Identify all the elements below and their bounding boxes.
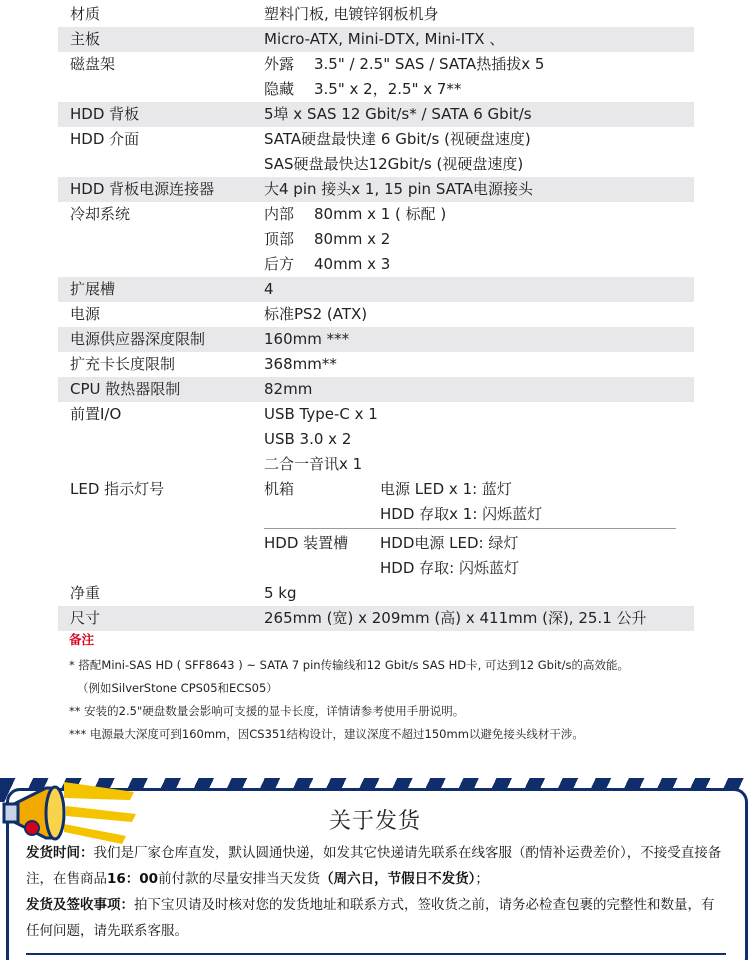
holiday-note: （周六日，节假日不发货） xyxy=(320,871,476,887)
spec-sub-value: 3.5" / 2.5" SAS / SATA热插拔x 5 xyxy=(314,55,545,73)
spec-value xyxy=(264,581,694,606)
spec-sub-key: 隐藏 xyxy=(264,80,295,98)
spec-label: 前置I/O xyxy=(70,405,122,423)
spec-sub-item xyxy=(264,252,694,277)
spec-row xyxy=(58,302,694,327)
spec-value-line: SATA硬盘最快達 6 Gbit/s (视硬盘速度) xyxy=(264,130,531,148)
bottom-divider xyxy=(26,953,726,955)
spec-sub-value: 80mm x 1 ( 标配 ) xyxy=(314,205,447,223)
cutoff-time: 16：00 xyxy=(107,871,159,887)
spec-label: 扩充卡长度限制 xyxy=(70,355,176,373)
spec-sub-item xyxy=(264,227,694,252)
spec-sub-key: 外露 xyxy=(264,55,295,73)
spec-row xyxy=(58,127,694,177)
shipping-time-paragraph xyxy=(26,840,722,892)
spec-table xyxy=(58,2,694,631)
spec-value-line: 368mm** xyxy=(264,355,337,373)
spec-value-line: SAS硬盘最快达12Gbit/s (视硬盘速度) xyxy=(264,155,524,173)
spec-sub-item xyxy=(264,52,694,77)
spec-label: 磁盘架 xyxy=(70,55,116,73)
spec-value-line: 大4 pin 接头x 1, 15 pin SATA电源接头 xyxy=(264,180,533,198)
spec-value xyxy=(264,202,694,277)
notes-section xyxy=(69,630,739,746)
led-group xyxy=(264,477,694,527)
spec-value-line: USB Type-C x 1 xyxy=(264,405,378,423)
spec-label: HDD 背板 xyxy=(70,105,140,123)
spec-value-line: 二合一音讯x 1 xyxy=(264,455,363,473)
spec-row-led xyxy=(58,477,694,581)
note-line: * 搭配Mini-SAS HD ( SFF8643 ) ~ SATA 7 pin传输线和12 Gbit/s SAS HD卡, 可达到12 Gbit/s的高效能。 xyxy=(69,658,630,672)
led-value: HDD电源 LED: 绿灯 xyxy=(380,534,519,552)
spec-label: HDD 介面 xyxy=(70,130,140,148)
spec-value-line: 82mm xyxy=(264,380,313,398)
spec-value xyxy=(264,302,694,327)
led-values xyxy=(264,477,694,581)
spec-value xyxy=(264,377,694,402)
spec-value-line: 4 xyxy=(264,280,274,298)
spec-value-line: USB 3.0 x 2 xyxy=(264,430,352,448)
shipping-receipt-label: 发货及签收事项： xyxy=(26,897,134,913)
spec-value xyxy=(264,327,694,352)
spec-label: CPU 散热器限制 xyxy=(70,380,181,398)
led-divider xyxy=(264,528,676,529)
shipping-time-text-b: 前付款的尽量安排当天发货 xyxy=(158,871,321,887)
spec-sub-key: 内部 xyxy=(264,205,295,223)
shipping-receipt-paragraph xyxy=(26,892,722,944)
note-line: ** 安装的2.5"硬盘数量会影响可支援的显卡长度，详情请参考使用手册说明。 xyxy=(69,704,465,718)
spec-row xyxy=(58,177,694,202)
spec-value-line: 标准PS2 (ATX) xyxy=(264,305,368,323)
spec-value-line: 塑料门板, 电镀锌钢板机身 xyxy=(264,5,439,23)
spec-sub-key: 顶部 xyxy=(264,230,295,248)
spec-label: 净重 xyxy=(70,584,101,602)
spec-row xyxy=(58,402,694,477)
spec-value xyxy=(264,177,694,202)
spec-label: 冷却系统 xyxy=(70,205,131,223)
spec-value xyxy=(264,52,694,102)
shipping-time-end: ； xyxy=(475,871,489,887)
spec-value xyxy=(264,402,694,477)
spec-label: 扩展槽 xyxy=(70,280,116,298)
shipping-receipt-text: 拍下宝贝请及时核对您的发货地址和联系方式，签收货之前，请务必检查包裹的完整性和数量，有任何问题，请先联系客服。 xyxy=(26,897,715,939)
spec-row xyxy=(58,202,694,277)
spec-row xyxy=(58,277,694,302)
led-group xyxy=(264,531,694,581)
spec-value xyxy=(264,606,694,631)
spec-sub-item xyxy=(264,202,694,227)
spec-label: HDD 背板电源连接器 xyxy=(70,180,215,198)
spec-row xyxy=(58,52,694,102)
spec-value-line: 265mm (宽) x 209mm (高) x 411mm (深), 25.1 公升 xyxy=(264,609,647,627)
spec-row xyxy=(58,27,694,52)
spec-row xyxy=(58,377,694,402)
led-group-values xyxy=(380,531,519,581)
spec-row xyxy=(58,606,694,631)
spec-value xyxy=(264,2,694,27)
spec-value xyxy=(264,127,694,177)
shipping-time-label: 发货时间： xyxy=(26,845,94,861)
spec-value-line: 160mm *** xyxy=(264,330,350,348)
led-group-values xyxy=(380,477,542,527)
spec-value xyxy=(264,277,694,302)
spec-row xyxy=(58,581,694,606)
spec-sub-key: 后方 xyxy=(264,255,295,273)
spec-row xyxy=(58,352,694,377)
spec-row xyxy=(58,2,694,27)
note-line: *** 电源最大深度可到160mm，因CS351结构设计，建议深度不超过150mm以避免接头线材干涉。 xyxy=(69,727,584,741)
led-group-name: 机箱 xyxy=(264,480,295,498)
spec-value-line: 5 kg xyxy=(264,584,297,602)
spec-value-line: 5埠 x SAS 12 Gbit/s* / SATA 6 Gbit/s xyxy=(264,105,532,123)
note-line: （例如SilverStone CPS05和ECS05） xyxy=(77,681,278,695)
spec-label: 主板 xyxy=(70,30,101,48)
spec-label: LED 指示灯号 xyxy=(70,480,165,498)
spec-label: 电源 xyxy=(70,305,101,323)
spec-sub-value: 80mm x 2 xyxy=(314,230,391,248)
led-value: HDD 存取x 1: 闪烁蓝灯 xyxy=(380,505,543,523)
spec-row xyxy=(58,102,694,127)
spec-value xyxy=(264,352,694,377)
spec-value-line: Micro-ATX, Mini-DTX, Mini-ITX 、 xyxy=(264,30,505,48)
spec-sub-item xyxy=(264,77,694,102)
shipping-section xyxy=(0,778,750,960)
led-group-name: HDD 装置槽 xyxy=(264,534,349,552)
spec-row xyxy=(58,327,694,352)
notes-title: 备注 xyxy=(69,632,95,647)
spec-label: 电源供应器深度限制 xyxy=(70,330,206,348)
shipping-body xyxy=(26,840,722,944)
shipping-time-text: 我们是厂家仓库直发，默认圆通快递，如发其它快递请先联系在线客服（酌情补运费差价），不接受直接备注，在售商品 xyxy=(26,845,722,887)
spec-label: 材质 xyxy=(70,5,101,23)
spec-value xyxy=(264,102,694,127)
led-value: HDD 存取: 闪烁蓝灯 xyxy=(380,559,519,577)
spec-label: 尺寸 xyxy=(70,609,101,627)
spec-sub-value: 40mm x 3 xyxy=(314,255,391,273)
shipping-title: 关于发货 xyxy=(328,809,421,834)
led-value: 电源 LED x 1: 蓝灯 xyxy=(380,480,512,498)
spec-value xyxy=(264,27,694,52)
spec-sub-value: 3.5" x 2，2.5" x 7** xyxy=(314,80,462,98)
